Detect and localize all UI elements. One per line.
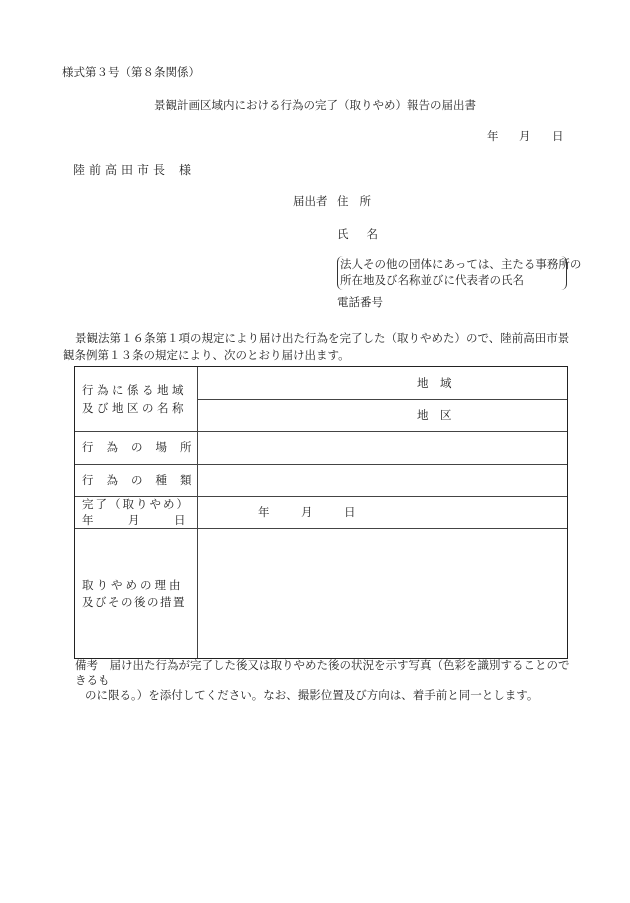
remarks-label: 備考 xyxy=(75,658,98,672)
remarks-line1: 届け出た行為が完了した後又は取りやめた後の状況を示す写真（色彩を識別することのできるも xyxy=(75,658,570,687)
completion-label-line2: 年 月 日 xyxy=(82,513,186,527)
form-number: 様式第３号（第８条関係） xyxy=(62,65,200,79)
phone-label: 電話番号 xyxy=(337,295,383,309)
notifier-label: 届出者 xyxy=(293,194,328,208)
report-table xyxy=(74,366,568,659)
corporation-note-line1: 法人その他の団体にあっては、主たる事務所の xyxy=(340,257,582,271)
addressee: 陸前高田市長 xyxy=(73,163,170,177)
date-year-label: 年 xyxy=(487,129,499,143)
type-label: 行為の種類 xyxy=(82,473,205,487)
reason-label-line1: 取りやめの理由 xyxy=(82,578,184,592)
location-label: 行為の場所 xyxy=(82,440,205,454)
remarks xyxy=(75,658,575,703)
district-label: 地 区 xyxy=(417,408,452,422)
corporation-note-line2: 所在地及び名称並びに代表者の氏名 xyxy=(340,273,524,287)
address-label: 住所 xyxy=(337,194,382,208)
name-label: 氏名 xyxy=(337,227,396,241)
completion-day: 日 xyxy=(344,505,356,519)
body-text: 景観法第１６条第１項の規定により届け出た行為を完了した（取りやめた）ので、陸前高田市景観条例第１３条の規定により、次のとおり届け出ます。 xyxy=(63,331,570,362)
completion-label-line1: 完了（取りやめ） xyxy=(82,497,190,511)
corporation-note xyxy=(337,256,582,290)
area-name-label-line1: 行為に係る地域 xyxy=(82,383,187,397)
area-name-label-line2: 及び地区の名称 xyxy=(82,401,187,415)
area-label: 地 域 xyxy=(417,376,452,390)
date-month-label: 月 xyxy=(519,129,531,143)
remarks-line2: のに限る。）を添付してください。なお、撮影位置及び方向は、着手前と同一とします。 xyxy=(85,688,539,702)
addressee-honorific: 様 xyxy=(179,163,192,177)
completion-month: 月 xyxy=(301,505,313,519)
document-title: 景観計画区域内における行為の完了（取りやめ）報告の届出書 xyxy=(154,98,476,112)
date-day-label: 日 xyxy=(552,129,564,143)
reason-label-line2: 及びその後の措置 xyxy=(82,595,186,609)
completion-year: 年 xyxy=(258,505,270,519)
